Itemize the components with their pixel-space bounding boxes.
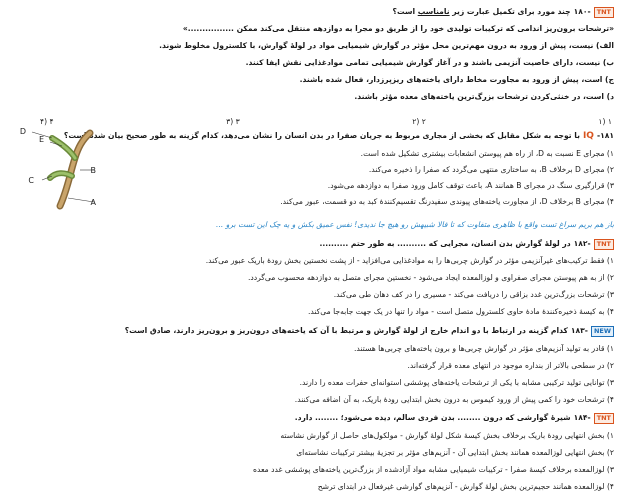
q180-item: ج) است، پیش از ورود به مجاورت مخاط دارای یاخته‌های ریزپرزدار، فعال شده باشند. (299, 75, 614, 84)
option-2[interactable]: ۲ (۲ (412, 117, 426, 126)
q182-option-1[interactable]: ۱) فقط ترکیب‌های غیرآنزیمی مؤثر در گوارش چربی‌ها را به موادغذایی می‌افزاید - از پشت نخستین بخش رودهٔ باریک عبور می‌کند. (205, 256, 614, 265)
label-b: B (90, 166, 96, 175)
q181-option-4[interactable]: ۴) مجرای B برخلاف D، از مجاورت یاخته‌های پیوندی سفیدرنگ تقسیم‌کنندهٔ کبد به دو قسمت، عبور می‌کند. (280, 197, 614, 206)
iq-badge: IQ (582, 131, 594, 141)
q183-option-2[interactable]: ۲) در سطحی بالاتر از بنداره موجود در انتهای معده قرار گرفته‌اند. (407, 361, 614, 370)
q181-option-3[interactable]: ۳) قرارگیری سنگ در مجرای B همانند A، باعث توقف کامل ورود صفرا به دوازدهه می‌شود. (327, 181, 614, 190)
question-number: -۱۸۴ (573, 413, 591, 422)
q180-stem: TNT-۱۸۰چند مورد برای تکمیل عبارت زیر نامناسب است؟ (8, 6, 614, 18)
question-number: -۱۸۳ (570, 326, 588, 335)
label-c: C (28, 176, 34, 185)
new-badge: NEW (591, 326, 614, 337)
q180-options (40, 116, 612, 127)
question-number: -۱۸۱ (596, 131, 614, 140)
q180-item: الف) نیست، پیش از ورود به درون مهم‌ترین محل مؤثر در گوارش شیمیایی مواد در لولهٔ گوارش، با کلسترول مخلوط شوند. (159, 41, 614, 50)
q182-option-3[interactable]: ۳) ترشحات بزرگ‌ترین غدد بزاقی را دریافت می‌کند - مسیری را در کف دهان طی می‌کند. (333, 290, 614, 299)
tnt-badge: TNT (594, 239, 614, 250)
question-number: -۱۸۲ (573, 239, 591, 248)
q183-option-1[interactable]: ۱) قادر به تولید آنزیم‌های مؤثر در گوارش چربی‌ها و برون یاخته‌های چربی‌ها هستند. (353, 344, 614, 353)
bile-duct-diagram (20, 128, 130, 208)
q184-stem: TNT-۱۸۴شیرهٔ گوارشی که درون ........ بدن فردی سالم، دیده می‌شود؛ ........ دارد. (8, 412, 614, 424)
option-3[interactable]: ۳ (۳ (226, 117, 240, 126)
q182-option-4[interactable]: ۴) به کیسهٔ ذخیره‌کنندهٔ مادهٔ حاوی کلسترول متصل است - مواد را تنها در یک جهت جابه‌جا می‌کند. (307, 307, 614, 316)
option-4[interactable]: ۴ (۴ (40, 117, 54, 126)
q184-option-4[interactable]: ۴) لوزالمعده همانند حجیم‌ترین بخش لولهٔ گوارش - آنزیم‌های گوارشی غیرفعال در ابتدای ترشح (317, 482, 614, 491)
q182-option-2[interactable]: ۲) از به هم پیوستن مجرای صفراوی و لوزالمعده ایجاد می‌شود - نخستین مجرای متصل به دوازدهه محسوب می‌گردد. (247, 273, 614, 282)
q182-stem: TNT-۱۸۲در لولهٔ گوارش بدن انسان، مجرایی که .......... به طور حتم .......... (8, 238, 614, 250)
q183-stem: NEW-۱۸۳کدام گزینه در ارتباط با دو اندام خارج از لولهٔ گوارش و مرتبط با آن که یاخته‌های درون‌ریز و برون‌ریز دارند، صادق است؟ (8, 325, 614, 337)
label-d: D (19, 127, 26, 136)
q181-option-1[interactable]: ۱) مجرای E نسبت به D، از راه هم پیوستن انشعابات بیشتری تشکیل شده است. (360, 149, 614, 158)
q181-option-2[interactable]: ۲) مجرای D برخلاف B، به ساختاری منتهی می‌گردد که صفرا را ذخیره می‌کند. (368, 165, 614, 174)
emphasis-word: نامناسب (417, 7, 450, 16)
tnt-badge: TNT (594, 413, 614, 424)
q180-quote: «ترشحات برون‌ریز اندامی که ترکیبات تولیدی خود را از طریق دو مجرا به دوازدهه منتقل می‌کند ممکن ................» (182, 24, 614, 33)
q183-option-4[interactable]: ۴) ترشحات خود را کمی پیش از ورود کیموس به درون بخش ابتدایی رودهٔ باریک، به آن اضافه می‌کنند. (294, 395, 614, 404)
q180-item: ب) نیست، دارای خاصیت آنزیمی باشند و در آغاز گوارش شیمیایی تمامی موادغذایی نقش ایفا کنند. (245, 58, 614, 67)
q181-stem: IQ -۱۸۱با توجه به شکل مقابل که بخشی از مجاری مربوط به جریان صفرا در بدن انسان را نشان می‌دهد، کدام گزینه به طور صحیح بیان شده است؟ (63, 131, 614, 141)
tnt-badge: TNT (594, 7, 614, 18)
q183-option-3[interactable]: ۳) توانایی تولید ترکیبی مشابه با یکی از ترشحات یاخته‌های پوششی استوانه‌ای حفرات معده را دارند. (299, 378, 614, 387)
q184-option-1[interactable]: ۱) بخش انتهایی رودهٔ باریک برخلاف بخش کیسهٔ شکل لولهٔ گوارش - مولکول‌های حاصل از گوارش نشاسته (280, 431, 614, 440)
q180-item: د) است، در خنثی‌کردن ترشحات بزرگ‌ترین یاخته‌های معده مؤثر باشند. (354, 92, 614, 101)
option-1[interactable]: ۱ (۱ (598, 117, 612, 126)
label-e: E (38, 135, 44, 144)
q184-option-3[interactable]: ۳) لوزالمعده برخلاف کیسهٔ صفرا - ترکیبات شیمیایی مشابه مواد آزادشده از بزرگ‌ترین یاخته‌های پوششی غدد معده (252, 465, 614, 474)
q181-note: باز هم بریم سراغ تست واقع با ظاهری متفاوت که تا فالا شبیهش رو هیچ جا ندیدی! نفس عمیق بکش و یه چک این تست برو ... (216, 220, 614, 229)
label-a: A (90, 198, 96, 207)
q184-option-2[interactable]: ۲) بخش انتهایی لوزالمعده همانند بخش ابتدایی آن - آنزیم‌های مؤثر بر تجزیهٔ بیشتر ترکیبات نشاسته‌ای (296, 448, 614, 457)
question-number: -۱۸۰ (573, 7, 591, 16)
